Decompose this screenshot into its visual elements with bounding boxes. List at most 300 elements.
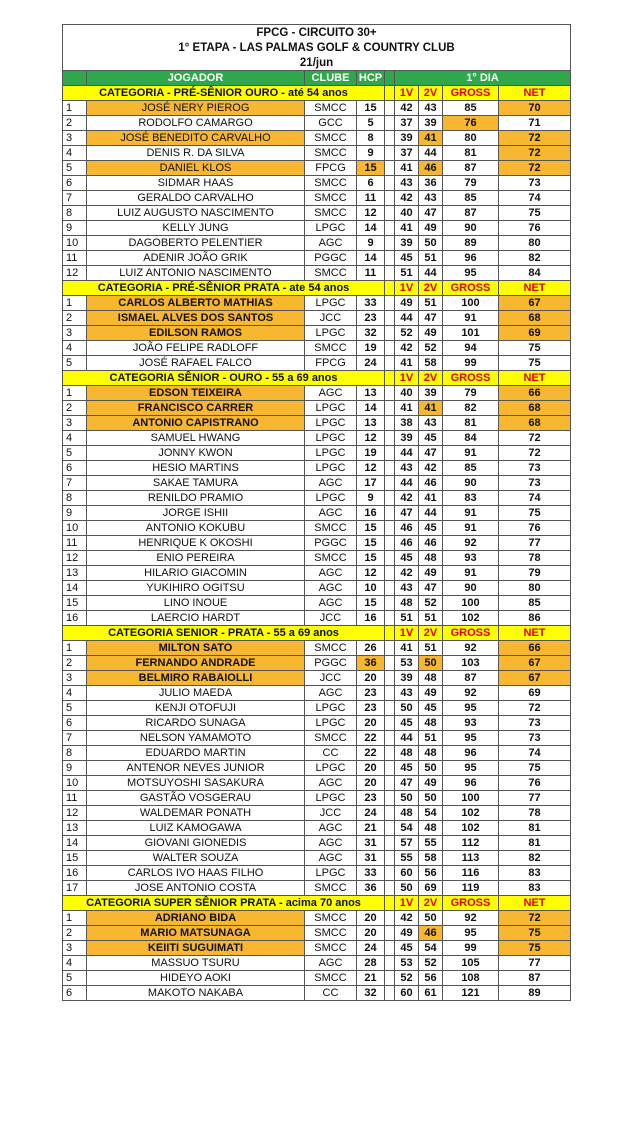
v2-cell: 44: [419, 506, 443, 521]
player-name-cell: SAMUEL HWANG: [87, 431, 305, 446]
gross-cell: 112: [443, 836, 499, 851]
v2-cell: 46: [419, 161, 443, 176]
hcp-cell: 20: [357, 926, 385, 941]
hcp-cell: 21: [357, 821, 385, 836]
player-name-cell: HENRIQUE K OKOSHI: [87, 536, 305, 551]
club-cell: SMCC: [305, 731, 357, 746]
gross-label: GROSS: [443, 281, 499, 296]
gross-cell: 95: [443, 731, 499, 746]
position-cell: 1: [63, 386, 87, 401]
table-row: [63, 401, 571, 416]
position-cell: 9: [63, 221, 87, 236]
gross-label: GROSS: [443, 896, 499, 911]
v1-cell: 48: [395, 746, 419, 761]
hcp-cell: 13: [357, 416, 385, 431]
table-row: [63, 746, 571, 761]
player-name-cell: ANTONIO CAPISTRANO: [87, 416, 305, 431]
net-cell: 69: [499, 686, 571, 701]
club-cell: AGC: [305, 686, 357, 701]
gap-cell: [385, 971, 395, 986]
v2-cell: 41: [419, 401, 443, 416]
v2-cell: 49: [419, 686, 443, 701]
net-cell: 76: [499, 776, 571, 791]
club-cell: LPGC: [305, 791, 357, 806]
gap-cell: [385, 806, 395, 821]
player-name-cell: WALDEMAR PONATH: [87, 806, 305, 821]
gross-cell: 96: [443, 776, 499, 791]
player-name-cell: YUKIHIRO OGITSU: [87, 581, 305, 596]
player-name-cell: EDUARDO MARTIN: [87, 746, 305, 761]
category-gap-cell: [385, 86, 395, 101]
gross-cell: 76: [443, 116, 499, 131]
gap-cell: [385, 986, 395, 1001]
player-name-cell: KELLY JUNG: [87, 221, 305, 236]
hcp-cell: 26: [357, 641, 385, 656]
player-name-cell: HILARIO GIACOMIN: [87, 566, 305, 581]
v2-cell: 48: [419, 746, 443, 761]
gap-cell: [385, 596, 395, 611]
gap-cell: [385, 521, 395, 536]
net-cell: 67: [499, 296, 571, 311]
gross-cell: 90: [443, 476, 499, 491]
player-name-cell: JOSÉ RAFAEL FALCO: [87, 356, 305, 371]
hcp-cell: 20: [357, 776, 385, 791]
hcp-cell: 24: [357, 356, 385, 371]
position-cell: 2: [63, 311, 87, 326]
v2-cell: 50: [419, 911, 443, 926]
player-name-cell: SIDMAR HAAS: [87, 176, 305, 191]
gap-cell: [385, 701, 395, 716]
club-cell: LPGC: [305, 401, 357, 416]
position-cell: 1: [63, 641, 87, 656]
player-name-cell: JOSÉ NERY PIEROG: [87, 101, 305, 116]
table-row: [63, 791, 571, 806]
player-name-cell: SAKAE TAMURA: [87, 476, 305, 491]
v2-cell: 61: [419, 986, 443, 1001]
table-row: [63, 296, 571, 311]
table-row: [63, 806, 571, 821]
net-cell: 74: [499, 746, 571, 761]
v2-cell: 51: [419, 251, 443, 266]
position-cell: 1: [63, 911, 87, 926]
hcp-cell: 13: [357, 386, 385, 401]
v1-cell: 40: [395, 206, 419, 221]
v1-cell: 42: [395, 566, 419, 581]
gross-cell: 91: [443, 521, 499, 536]
net-cell: 73: [499, 176, 571, 191]
table-row: [63, 686, 571, 701]
net-cell: 77: [499, 956, 571, 971]
net-cell: 74: [499, 191, 571, 206]
net-cell: 66: [499, 641, 571, 656]
gross-cell: 102: [443, 611, 499, 626]
net-cell: 73: [499, 461, 571, 476]
v1-cell: 50: [395, 791, 419, 806]
net-cell: 75: [499, 341, 571, 356]
v2-cell: 52: [419, 341, 443, 356]
hcp-cell: 14: [357, 251, 385, 266]
v2-cell: 43: [419, 191, 443, 206]
gap-cell: [385, 851, 395, 866]
v2-cell: 48: [419, 821, 443, 836]
gross-cell: 99: [443, 356, 499, 371]
player-name-cell: HIDEYO AOKI: [87, 971, 305, 986]
gross-cell: 90: [443, 581, 499, 596]
hcp-cell: 20: [357, 671, 385, 686]
v1-cell: 44: [395, 311, 419, 326]
col-jogador-header: JOGADOR: [87, 71, 305, 86]
club-cell: AGC: [305, 581, 357, 596]
net-cell: 75: [499, 761, 571, 776]
position-cell: 2: [63, 926, 87, 941]
table-row: [63, 266, 571, 281]
table-row: [63, 461, 571, 476]
gross-label: GROSS: [443, 371, 499, 386]
v1-cell: 41: [395, 641, 419, 656]
v1-cell: 50: [395, 881, 419, 896]
v1-cell: 42: [395, 911, 419, 926]
player-name-cell: HESIO MARTINS: [87, 461, 305, 476]
v2-label: 2V: [419, 86, 443, 101]
gross-cell: 121: [443, 986, 499, 1001]
net-cell: 68: [499, 311, 571, 326]
position-cell: 12: [63, 806, 87, 821]
gross-cell: 85: [443, 191, 499, 206]
player-name-cell: RODOLFO CAMARGO: [87, 116, 305, 131]
table-row: [63, 386, 571, 401]
gap-cell: [385, 671, 395, 686]
position-cell: 1: [63, 101, 87, 116]
gross-cell: 113: [443, 851, 499, 866]
gross-cell: 95: [443, 926, 499, 941]
table-row: [63, 911, 571, 926]
v2-cell: 39: [419, 116, 443, 131]
v1-label: 1V: [395, 626, 419, 641]
position-cell: 8: [63, 206, 87, 221]
v1-cell: 37: [395, 146, 419, 161]
club-cell: SMCC: [305, 941, 357, 956]
table-row: [63, 176, 571, 191]
gross-cell: 95: [443, 761, 499, 776]
club-cell: SMCC: [305, 521, 357, 536]
position-cell: 11: [63, 791, 87, 806]
gross-cell: 103: [443, 656, 499, 671]
gap-cell: [385, 431, 395, 446]
v1-cell: 41: [395, 356, 419, 371]
table-row: [63, 836, 571, 851]
club-cell: LPGC: [305, 716, 357, 731]
player-name-cell: JOSÉ BENEDITO CARVALHO: [87, 131, 305, 146]
v1-cell: 44: [395, 476, 419, 491]
gross-cell: 119: [443, 881, 499, 896]
hcp-cell: 23: [357, 701, 385, 716]
hcp-cell: 20: [357, 911, 385, 926]
player-name-cell: JULIO MAEDA: [87, 686, 305, 701]
net-cell: 83: [499, 881, 571, 896]
table-row: [63, 866, 571, 881]
title-date: 21/jun: [63, 55, 571, 71]
club-cell: JCC: [305, 671, 357, 686]
table-row: [63, 881, 571, 896]
club-cell: LPGC: [305, 701, 357, 716]
net-cell: 69: [499, 326, 571, 341]
player-name-cell: KEIITI SUGUIMATI: [87, 941, 305, 956]
table-row: [63, 446, 571, 461]
position-cell: 4: [63, 146, 87, 161]
v2-cell: 45: [419, 431, 443, 446]
gap-cell: [385, 461, 395, 476]
gross-cell: 85: [443, 461, 499, 476]
gap-cell: [385, 791, 395, 806]
position-cell: 15: [63, 851, 87, 866]
gross-cell: 91: [443, 446, 499, 461]
hcp-cell: 23: [357, 686, 385, 701]
category-gap-cell: [385, 626, 395, 641]
player-name-cell: ENIO PEREIRA: [87, 551, 305, 566]
club-cell: LPGC: [305, 296, 357, 311]
gap-cell: [385, 206, 395, 221]
gross-cell: 92: [443, 686, 499, 701]
v1-cell: 45: [395, 251, 419, 266]
hcp-cell: 6: [357, 176, 385, 191]
player-name-cell: JONNY KWON: [87, 446, 305, 461]
v2-cell: 45: [419, 521, 443, 536]
position-cell: 5: [63, 701, 87, 716]
gap-cell: [385, 221, 395, 236]
position-cell: 3: [63, 416, 87, 431]
v2-cell: 58: [419, 356, 443, 371]
gross-cell: 102: [443, 806, 499, 821]
club-cell: AGC: [305, 956, 357, 971]
table-row: [63, 956, 571, 971]
v1-cell: 43: [395, 176, 419, 191]
v2-cell: 48: [419, 671, 443, 686]
net-cell: 76: [499, 521, 571, 536]
net-cell: 78: [499, 806, 571, 821]
player-name-cell: FRANCISCO CARRER: [87, 401, 305, 416]
hcp-cell: 15: [357, 596, 385, 611]
player-name-cell: JOÃO FELIPE RADLOFF: [87, 341, 305, 356]
gap-cell: [385, 926, 395, 941]
hcp-cell: 16: [357, 506, 385, 521]
category-header-row: [63, 281, 571, 296]
gross-cell: 92: [443, 536, 499, 551]
v2-cell: 47: [419, 581, 443, 596]
hcp-cell: 20: [357, 716, 385, 731]
position-cell: 5: [63, 446, 87, 461]
position-cell: 3: [63, 671, 87, 686]
v2-cell: 42: [419, 461, 443, 476]
v2-cell: 46: [419, 926, 443, 941]
v2-cell: 50: [419, 236, 443, 251]
player-name-cell: GASTÃO VOSGERAU: [87, 791, 305, 806]
hcp-cell: 19: [357, 446, 385, 461]
net-cell: 81: [499, 836, 571, 851]
net-cell: 72: [499, 131, 571, 146]
v1-cell: 46: [395, 536, 419, 551]
position-cell: 12: [63, 551, 87, 566]
column-header-row: [63, 71, 571, 86]
v2-cell: 47: [419, 206, 443, 221]
net-cell: 80: [499, 581, 571, 596]
club-cell: SMCC: [305, 341, 357, 356]
v1-cell: 52: [395, 971, 419, 986]
gap-cell: [385, 386, 395, 401]
net-cell: 89: [499, 986, 571, 1001]
table-row: [63, 326, 571, 341]
gap-cell: [385, 611, 395, 626]
gross-cell: 101: [443, 326, 499, 341]
club-cell: AGC: [305, 386, 357, 401]
v1-cell: 57: [395, 836, 419, 851]
player-name-cell: JORGE ISHII: [87, 506, 305, 521]
net-cell: 85: [499, 596, 571, 611]
table-row: [63, 506, 571, 521]
hcp-cell: 11: [357, 266, 385, 281]
v1-cell: 50: [395, 701, 419, 716]
hcp-cell: 15: [357, 101, 385, 116]
table-row: [63, 191, 571, 206]
table-row: [63, 596, 571, 611]
table-row: [63, 521, 571, 536]
player-name-cell: ANTONIO KOKUBU: [87, 521, 305, 536]
position-cell: 7: [63, 731, 87, 746]
v1-cell: 53: [395, 656, 419, 671]
v1-cell: 54: [395, 821, 419, 836]
player-name-cell: DAGOBERTO PELENTIER: [87, 236, 305, 251]
player-name-cell: GERALDO CARVALHO: [87, 191, 305, 206]
hcp-cell: 20: [357, 761, 385, 776]
position-cell: 1: [63, 296, 87, 311]
gross-cell: 100: [443, 791, 499, 806]
gap-cell: [385, 401, 395, 416]
net-cell: 66: [499, 386, 571, 401]
net-cell: 83: [499, 866, 571, 881]
v2-cell: 50: [419, 761, 443, 776]
v2-cell: 47: [419, 311, 443, 326]
gross-cell: 81: [443, 416, 499, 431]
player-name-cell: MARIO MATSUNAGA: [87, 926, 305, 941]
table-row: [63, 551, 571, 566]
player-name-cell: ADRIANO BIDA: [87, 911, 305, 926]
gross-label: GROSS: [443, 626, 499, 641]
gap-cell: [385, 566, 395, 581]
table-row: [63, 656, 571, 671]
v2-cell: 45: [419, 701, 443, 716]
gap-cell: [385, 251, 395, 266]
position-cell: 10: [63, 776, 87, 791]
gross-cell: 79: [443, 176, 499, 191]
gross-cell: 93: [443, 551, 499, 566]
v2-cell: 49: [419, 566, 443, 581]
table-row: [63, 566, 571, 581]
club-cell: SMCC: [305, 551, 357, 566]
gap-cell: [385, 476, 395, 491]
table-row: [63, 116, 571, 131]
net-cell: 67: [499, 656, 571, 671]
v1-cell: 43: [395, 686, 419, 701]
table-row: [63, 776, 571, 791]
net-cell: 77: [499, 536, 571, 551]
col-hcp-header: HCP: [357, 71, 385, 86]
gross-cell: 83: [443, 491, 499, 506]
v1-cell: 48: [395, 806, 419, 821]
v2-cell: 46: [419, 476, 443, 491]
gross-cell: 116: [443, 866, 499, 881]
gross-cell: 100: [443, 296, 499, 311]
v1-cell: 51: [395, 611, 419, 626]
v1-cell: 40: [395, 386, 419, 401]
net-cell: 74: [499, 491, 571, 506]
category-gap-cell: [385, 371, 395, 386]
player-name-cell: ANTENOR NEVES JUNIOR: [87, 761, 305, 776]
gap-cell: [385, 881, 395, 896]
position-cell: 4: [63, 956, 87, 971]
position-cell: 12: [63, 266, 87, 281]
v2-cell: 47: [419, 446, 443, 461]
gap-cell: [385, 506, 395, 521]
v1-cell: 39: [395, 671, 419, 686]
table-row: [63, 251, 571, 266]
category-header-row: [63, 896, 571, 911]
v2-cell: 55: [419, 836, 443, 851]
net-cell: 73: [499, 731, 571, 746]
net-cell: 82: [499, 851, 571, 866]
player-name-cell: MILTON SATO: [87, 641, 305, 656]
hcp-cell: 23: [357, 791, 385, 806]
position-cell: 10: [63, 521, 87, 536]
club-cell: PGGC: [305, 536, 357, 551]
position-cell: 16: [63, 611, 87, 626]
table-row: [63, 341, 571, 356]
club-cell: AGC: [305, 851, 357, 866]
hcp-cell: 14: [357, 401, 385, 416]
net-cell: 72: [499, 911, 571, 926]
gap-cell: [385, 641, 395, 656]
table-row: [63, 986, 571, 1001]
gap-cell: [385, 116, 395, 131]
v2-cell: 52: [419, 956, 443, 971]
gap-cell: [385, 146, 395, 161]
gap-cell: [385, 716, 395, 731]
position-cell: 5: [63, 356, 87, 371]
player-name-cell: CARLOS IVO HAAS FILHO: [87, 866, 305, 881]
table-row: [63, 236, 571, 251]
v2-cell: 50: [419, 656, 443, 671]
hcp-cell: 19: [357, 341, 385, 356]
net-cell: 71: [499, 116, 571, 131]
club-cell: SMCC: [305, 206, 357, 221]
net-label: NET: [499, 626, 571, 641]
v1-cell: 39: [395, 236, 419, 251]
gap-cell: [385, 266, 395, 281]
position-cell: 14: [63, 581, 87, 596]
v2-cell: 49: [419, 776, 443, 791]
net-label: NET: [499, 896, 571, 911]
club-cell: AGC: [305, 821, 357, 836]
v1-cell: 39: [395, 131, 419, 146]
gap-cell: [385, 686, 395, 701]
table-row: [63, 926, 571, 941]
category-title: CATEGORIA SUPER SÊNIOR PRATA - acima 70 anos: [63, 896, 385, 911]
title-stage: 1° ETAPA - LAS PALMAS GOLF & COUNTRY CLUB: [63, 40, 571, 55]
gross-cell: 94: [443, 341, 499, 356]
table-row: [63, 311, 571, 326]
hcp-cell: 33: [357, 866, 385, 881]
net-cell: 75: [499, 941, 571, 956]
v2-cell: 50: [419, 791, 443, 806]
v1-cell: 44: [395, 731, 419, 746]
